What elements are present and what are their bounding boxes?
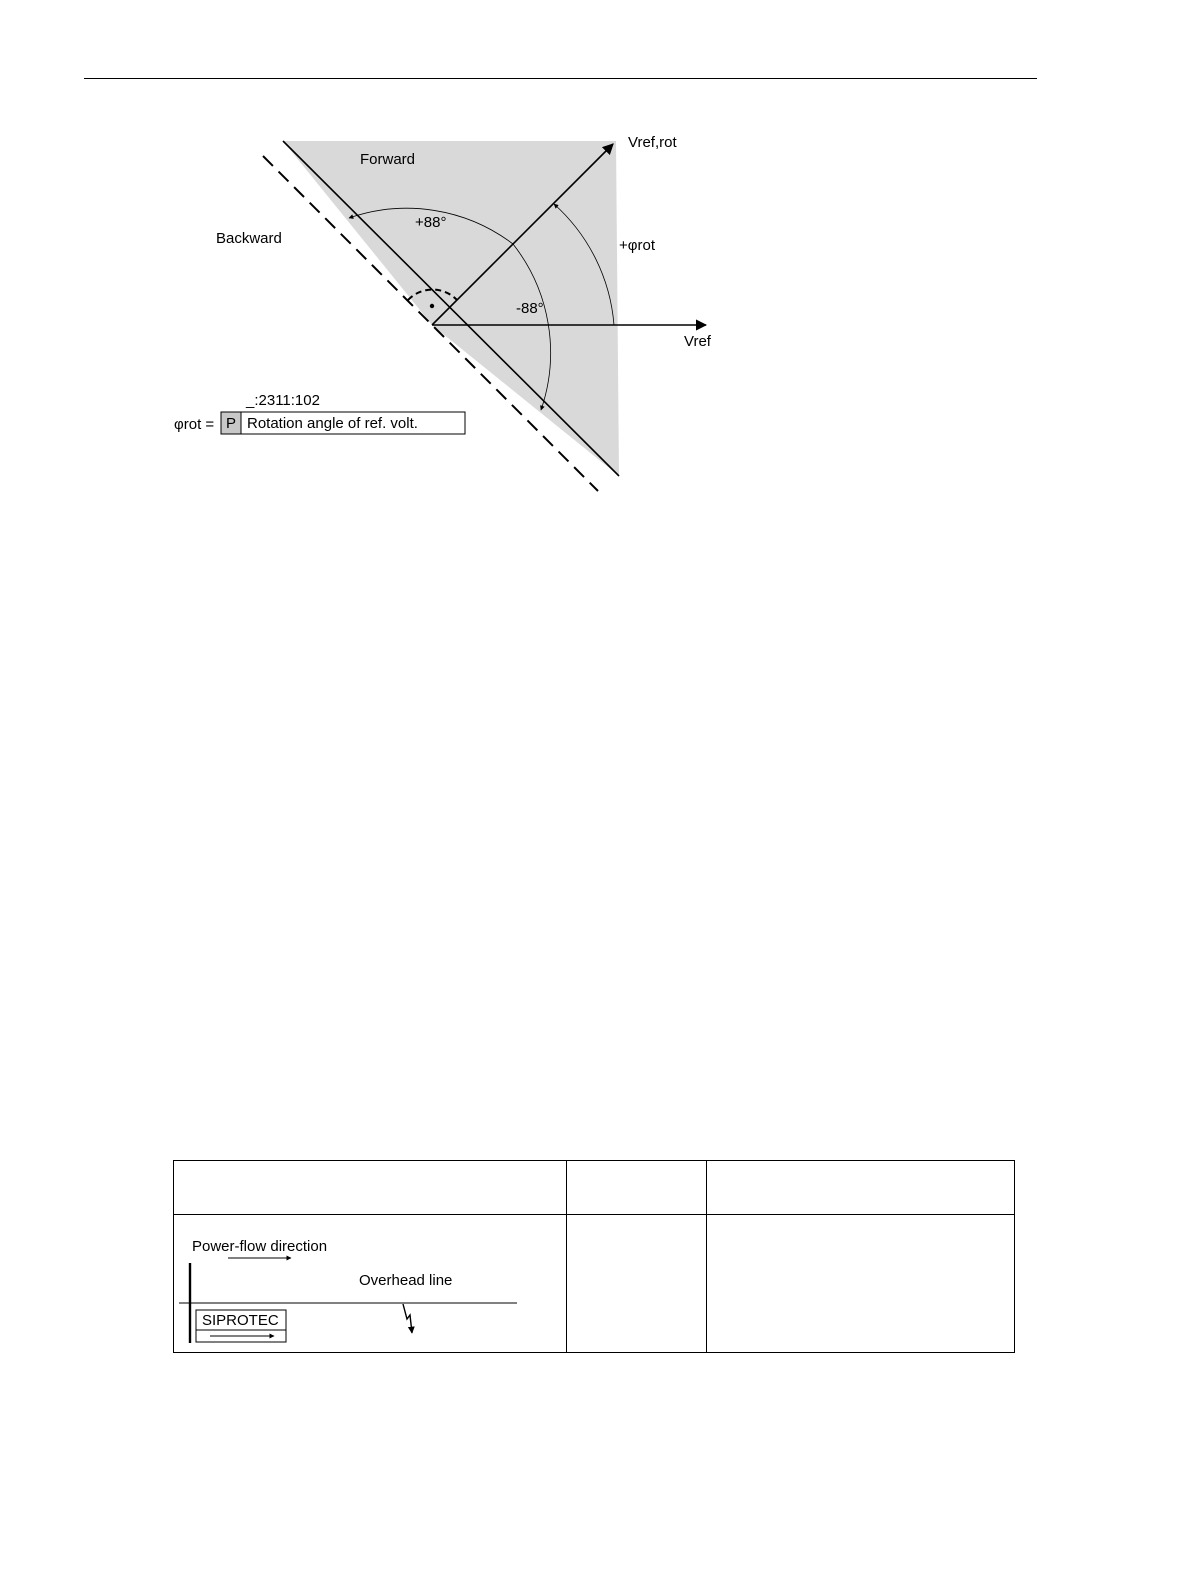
parameter-address: _:2311:102 <box>246 392 320 409</box>
overhead-line-diagram <box>174 1215 566 1352</box>
minus-88-label: -88° <box>516 300 544 317</box>
parameter-prefix: φrot = <box>174 416 215 433</box>
backward-label: Backward <box>216 230 282 247</box>
table-row <box>174 1215 1015 1353</box>
table-header-row <box>174 1161 1015 1215</box>
overhead-line-label: Overhead line <box>359 1272 453 1289</box>
power-flow-label: Power-flow direction <box>192 1238 328 1255</box>
configuration-table <box>173 1160 1015 1353</box>
parameter-type-label: P <box>226 415 237 432</box>
line-diagram-cell <box>174 1215 567 1353</box>
right-angle-dot <box>430 304 434 308</box>
plus-88-label: +88° <box>415 214 447 231</box>
vref-label: Vref <box>684 333 711 350</box>
plus-phirot-label: +φrot <box>619 237 655 254</box>
row-cell-2 <box>567 1215 707 1353</box>
siprotec-label: SIPROTEC <box>202 1312 279 1329</box>
header-cell-3 <box>707 1161 1015 1215</box>
header-cell-1 <box>174 1161 567 1215</box>
vref-rot-label: Vref,rot <box>628 134 677 151</box>
row-cell-3 <box>707 1215 1015 1353</box>
fault-icon <box>403 1304 412 1333</box>
header-cell-2 <box>567 1161 707 1215</box>
forward-label: Forward <box>360 151 416 168</box>
parameter-name-label: Rotation angle of ref. volt. <box>247 415 418 432</box>
directional-characteristic-diagram <box>0 0 1191 520</box>
